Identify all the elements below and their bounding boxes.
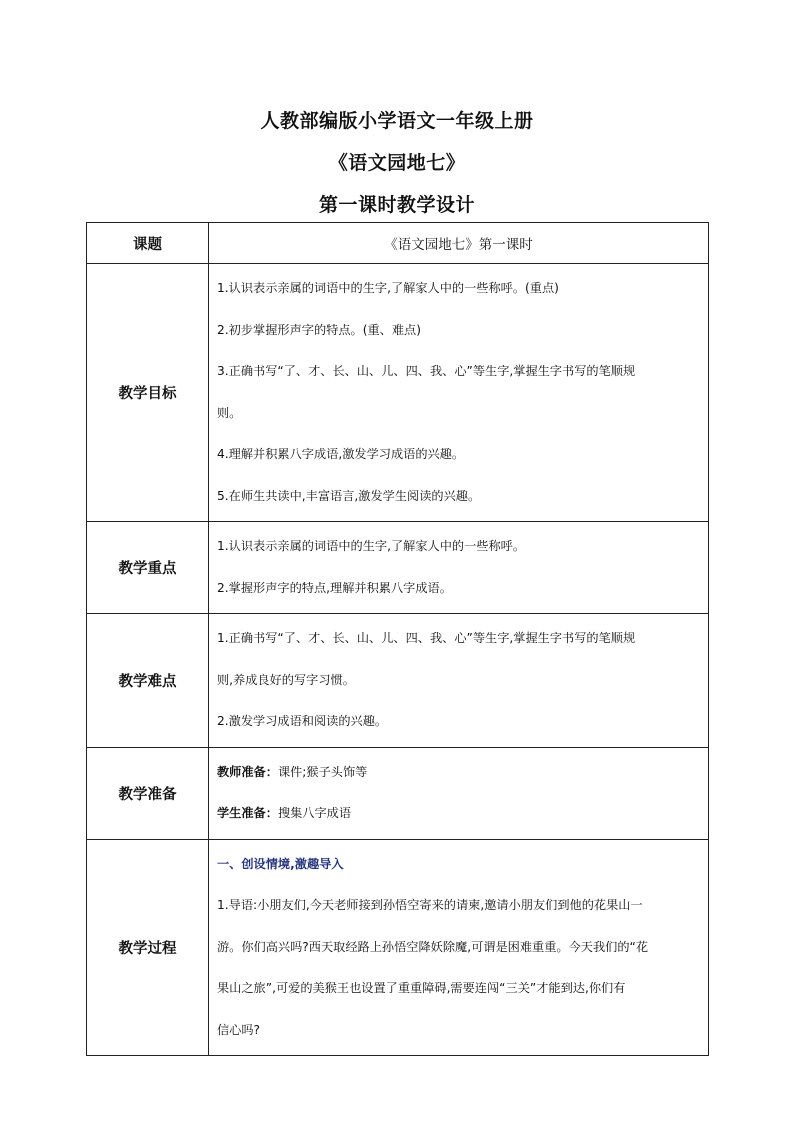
process-content [209, 839, 709, 1056]
process-section-heading: 一、创设情境,激趣导入 [217, 856, 344, 871]
key-point-item: 1.认识表示亲属的词语中的生字,了解家人中的一些称呼。 [217, 539, 526, 553]
student-preparation-label: 学生准备： [217, 806, 278, 820]
title-line-2: 《语文园地七》 [328, 152, 466, 174]
teacher-preparation-label: 教师准备： [217, 764, 278, 779]
table-row-objectives [87, 264, 709, 522]
lesson-plan-table [86, 222, 709, 1056]
teacher-preparation [217, 752, 702, 794]
difficulty-item: 1.正确书写“了、才、长、山、儿、四、我、心”等生字,掌握生字书写的笔顺规 [217, 631, 636, 645]
process-paragraph-line: 果山之旅”,可爱的美猴王也设置了重重障碍,需要连闯“三关”才能到达,你们有 [217, 981, 626, 995]
table-row-key-points [87, 522, 709, 614]
topic-label: 课题 [87, 223, 209, 264]
preparation-label: 教学准备 [87, 747, 209, 839]
topic-value: 《语文园地七》第一课时 [209, 223, 709, 264]
difficulty-item: 2.激发学习成语和阅读的兴趣。 [217, 714, 388, 728]
objective-item-continued: 则。 [217, 405, 242, 420]
process-paragraph-line: 信心吗? [217, 1022, 261, 1037]
title-line-3: 第一课时教学设计 [318, 194, 475, 216]
student-preparation [217, 793, 702, 835]
objective-item: 3.正确书写“了、才、长、山、儿、四、我、心”等生字,掌握生字书写的笔顺规 [217, 364, 636, 378]
objectives-content [209, 264, 709, 522]
preparation-content [209, 747, 709, 839]
table-row-topic [87, 223, 709, 264]
document-title [0, 100, 794, 226]
difficulties-content [209, 614, 709, 748]
objective-item: 4.理解并积累八字成语,激发学习成语的兴趣。 [217, 447, 465, 461]
title-line-1: 人教部编版小学语文一年级上册 [260, 110, 534, 132]
process-paragraph-line: 1.导语:小朋友们,今天老师接到孙悟空寄来的请柬,邀请小朋友们到他的花果山一 [217, 898, 643, 912]
objectives-label: 教学目标 [87, 264, 209, 522]
key-points-content [209, 522, 709, 614]
process-paragraph-line: 游。你们高兴吗?西天取经路上孙悟空降妖除魔,可谓是困难重重。今天我们的“花 [217, 939, 649, 954]
key-point-item: 2.掌握形声字的特点,理解并积累八字成语。 [217, 580, 452, 595]
teacher-preparation-value: 课件;猴子头饰等 [277, 764, 368, 779]
objective-item: 5.在师生共读中,丰富语言,激发学生阅读的兴趣。 [217, 488, 481, 503]
difficulty-item-continued: 则,养成良好的写字习惯。 [217, 672, 355, 687]
student-preparation-value: 搜集八字成语 [277, 806, 352, 820]
process-label: 教学过程 [87, 839, 209, 1056]
objective-item: 2.初步掌握形声字的特点。(重、难点) [217, 322, 421, 337]
table-row-preparation [87, 747, 709, 839]
table-row-process [87, 839, 709, 1056]
table-row-difficulties [87, 614, 709, 748]
key-points-label: 教学重点 [87, 522, 209, 614]
difficulties-label: 教学难点 [87, 614, 209, 748]
objective-item: 1.认识表示亲属的词语中的生字,了解家人中的一些称呼。(重点) [217, 281, 559, 295]
